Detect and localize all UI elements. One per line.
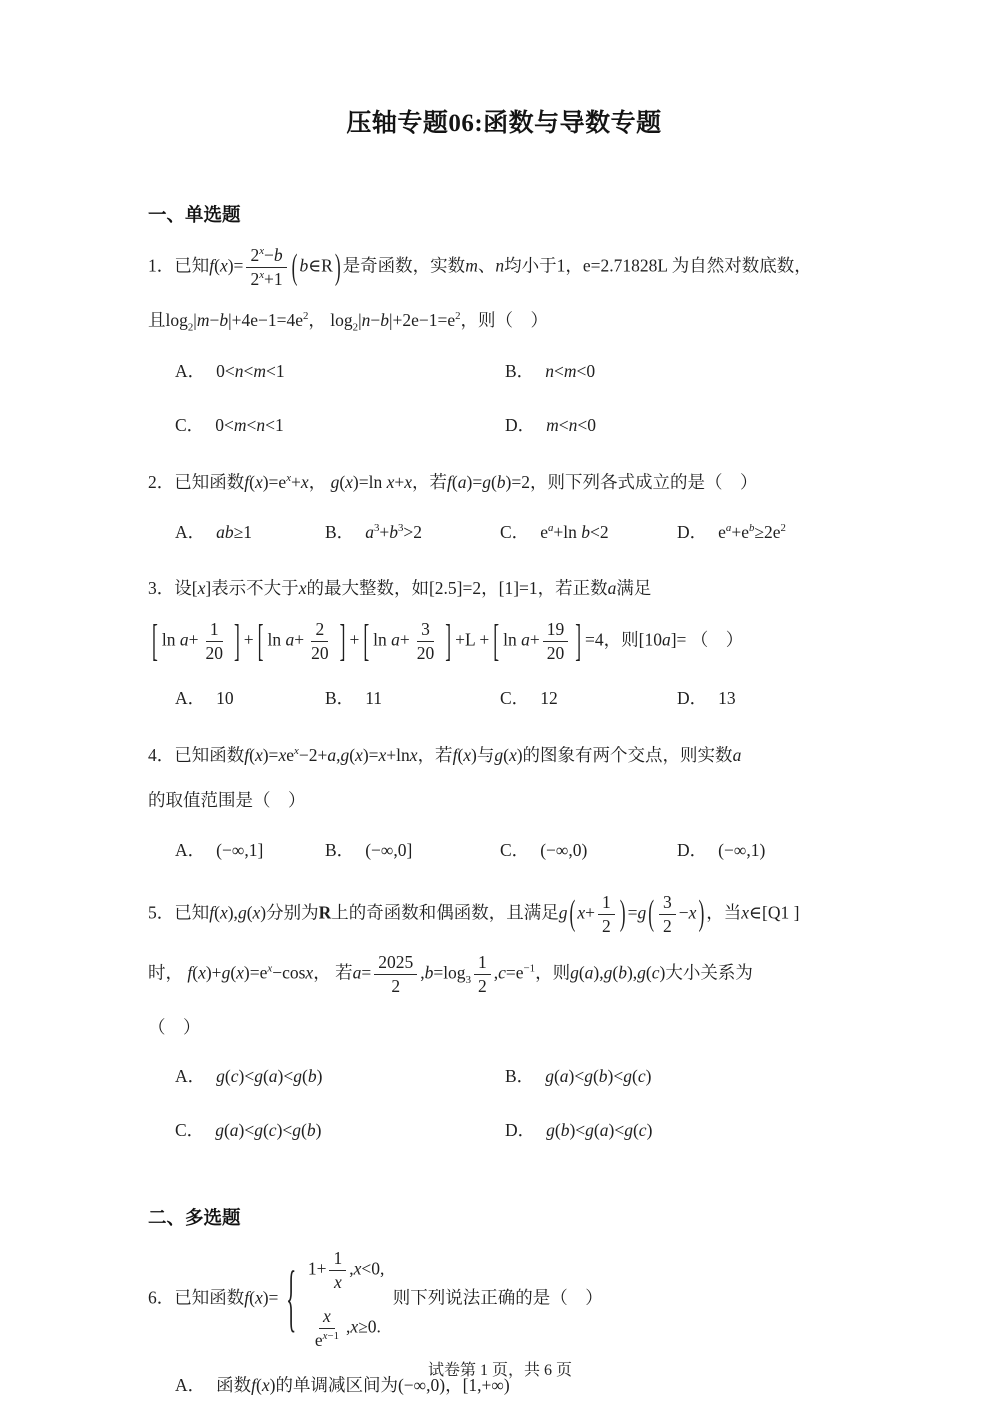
option-item	[500, 518, 677, 548]
option-text: $e^a+\ln$ b<2	[540, 521, 609, 542]
option-text: 0<m<n<1	[215, 415, 284, 436]
option-item	[175, 684, 325, 714]
option-item	[677, 684, 860, 714]
option-item	[325, 684, 500, 714]
option-label: C．	[500, 687, 530, 708]
section	[148, 201, 860, 1146]
option-text: (−∞,1)	[718, 839, 766, 860]
section-heading: 二、多选题	[148, 1206, 241, 1228]
option-text: 12	[540, 687, 558, 708]
question-stem-line: 时， $f(x)+g(x)=e^x-\cos x$， 若a= $\frac{2025}{2}$ $,b=\log_3$ $\frac{1}{2}$ $,c=e^{-1}$，则g(a),g(b),g(c)大小关系为	[148, 951, 753, 996]
option-text: $a^3+b^3>2$	[365, 521, 423, 542]
option-label: C．	[175, 1120, 205, 1141]
option-text: m<n<0	[546, 415, 597, 436]
option-text: (−∞,0]	[365, 839, 413, 860]
option-item	[505, 357, 860, 387]
question-stem-line: 6．已知函数f(x)= { 1+ $\frac{1}{x}$ ,x<0, $\frac{x}{e^{x-1}}$ ,x≥0. 则下列说法正确的是（ ）	[148, 1247, 603, 1350]
option-item	[325, 836, 500, 866]
option-item	[500, 684, 677, 714]
options-grid	[148, 357, 860, 441]
option-item	[500, 836, 677, 866]
option-text: g(a)<g(b)<g(c)	[545, 1066, 652, 1087]
question-stem-line: （ ）	[148, 1016, 201, 1037]
option-label: C．	[500, 839, 530, 860]
option-item	[175, 518, 325, 548]
question	[148, 245, 860, 441]
option-text: (−∞,1]	[216, 839, 264, 860]
options-grid	[148, 684, 860, 714]
option-item	[677, 836, 860, 866]
option-label: C．	[175, 415, 205, 436]
options-grid	[148, 1062, 860, 1146]
option-label: C．	[500, 521, 530, 542]
question-stem-line: 4．已知函数$f(x)=xe^x-2+a,g(x)=x+\ln x$，若f(x)与g(x)的图象有两个交点，则实数a	[148, 744, 742, 765]
option-item	[505, 411, 860, 441]
question-stem-line: [ ln a+ $\frac{1}{20}$ ] + [ ln a+ $\frac{2}{20}$ ] + [ ln a+ $\frac{3}{20}$ ] +L + [ ln a+ $\frac{19}{20}$ ] =4，则[10a]= （ ）	[152, 614, 744, 666]
option-text: (−∞,0)	[540, 839, 588, 860]
option-text: 11	[365, 687, 383, 708]
option-item	[175, 357, 505, 387]
option-item	[325, 518, 500, 548]
option-text: 0<n<m<1	[216, 361, 285, 382]
option-item	[175, 1062, 505, 1092]
option-item	[677, 518, 860, 548]
question-stem-line: 3．设[x]表示不大于x的最大整数，如[2.5]=2，[1]=1，若正数a满足	[148, 578, 652, 599]
options-grid	[148, 518, 860, 548]
option-item	[175, 1116, 505, 1146]
option-text: g(c)<g(a)<g(b)	[216, 1066, 323, 1087]
option-text: g(a)<g(c)<g(b)	[215, 1120, 322, 1141]
option-label: B．	[505, 361, 535, 382]
option-item	[505, 1116, 860, 1146]
option-item	[175, 836, 325, 866]
option-item	[175, 411, 505, 441]
option-text: $e^a+e^b\ge 2e^2$	[718, 521, 786, 542]
option-label: A．	[175, 839, 206, 860]
option-text: n<m<0	[545, 361, 596, 382]
option-label: A．	[175, 521, 206, 542]
option-text: ab≥1	[216, 521, 252, 542]
option-label: A．	[175, 361, 206, 382]
option-item	[505, 1062, 860, 1092]
question	[148, 740, 860, 866]
option-label: D．	[677, 521, 708, 542]
sections	[148, 201, 860, 1401]
option-label: D．	[505, 1120, 536, 1141]
option-label: A．	[175, 687, 206, 708]
page-footer: 试卷第 1 页，共 6 页	[427, 1362, 572, 1379]
question-stem-line: 2．已知函数$f(x)=e^x+x$， g(x)=ln x+x，若f(a)=g(b)=2，则下列各式成立的是（ ）	[148, 471, 758, 492]
question-stem-line: 且$\log_2|m-b|+4e-1=4e^2$， $\log_2|n-b|+2e-1=e^2$，则（ ）	[148, 310, 549, 334]
option-label: B．	[325, 521, 355, 542]
option-label: B．	[325, 687, 355, 708]
option-label: A．	[175, 1374, 206, 1395]
option-text: 10	[216, 687, 234, 708]
question-stem-line: 5．已知f(x),g(x)分别为R上的奇函数和偶函数，且满足g ( x+ $\frac{1}{2}$ ) =g ( $\frac{3}{2}$ −x ) ，当x∈[Q1 ]	[148, 891, 800, 936]
option-label: B．	[505, 1066, 535, 1087]
question-stem-line: 1．已知f(x)= $\frac{2^x-b}{2^x+1}$ ( b∈R ) 是奇函数，实数m、n均小于1，e=2.71828L 为自然对数底数，	[148, 245, 812, 289]
option-text: 13	[718, 687, 736, 708]
question-stem-line: 的取值范围是（ ）	[148, 790, 306, 811]
option-label: D．	[677, 687, 708, 708]
option-text: g(b)<g(a)<g(c)	[546, 1120, 653, 1141]
option-label: A．	[175, 1066, 206, 1087]
question	[148, 892, 860, 1146]
option-label: B．	[325, 839, 355, 860]
options-grid	[148, 836, 860, 866]
option-label: D．	[505, 415, 536, 436]
question	[148, 573, 860, 713]
option-label: D．	[677, 839, 708, 860]
option-text: 函数f(x)的单调减区间为(−∞,0)，[1,+∞)	[216, 1374, 510, 1395]
page-title: 压轴专题06:函数与导数专题	[346, 110, 662, 137]
question	[148, 467, 860, 547]
section-heading: 一、单选题	[148, 204, 241, 225]
